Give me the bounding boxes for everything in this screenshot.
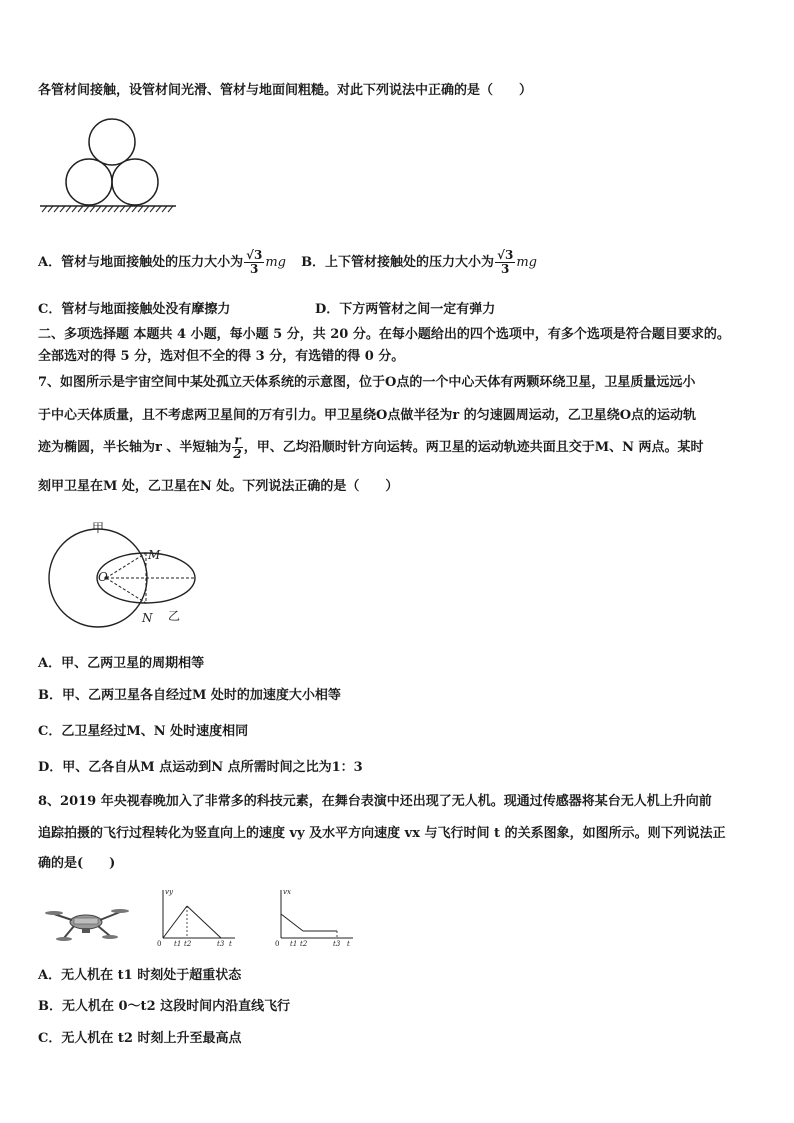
q6-option-c: C．管材与地面接触处没有摩擦力 [38, 302, 231, 317]
q7-line3-b: ，甲、乙均沿顺时针方向运转。两卫星的运动轨迹共面且交于M、N 两点。某时 [243, 440, 704, 455]
q6-option-a-text: A．管材与地面接触处的压力大小为 [38, 255, 244, 270]
orbit-figure [50, 518, 210, 638]
q7-line1: 7、如图所示是宇宙空间中某处孤立天体系统的示意图，位于O点的一个中心天体有两颗环绕卫星，卫星质量远远小 [38, 375, 696, 390]
graph1-rise [163, 906, 187, 938]
q6-option-b-mg: mg [516, 255, 537, 270]
graph1-tick-t3: t3 [217, 940, 225, 948]
label-m: M [148, 548, 161, 562]
frac-denominator: 2 [233, 447, 242, 461]
q6-options-ab [38, 248, 537, 278]
q7-option-d: D．甲、乙各自从M 点运动到N 点所需时间之比为1：3 [38, 760, 363, 775]
on-dashed-line [106, 578, 146, 603]
q7-line3 [38, 433, 704, 463]
q6-option-b-text: B．上下管材接触处的压力大小为 [301, 255, 495, 270]
frac-denominator: 3 [250, 262, 259, 276]
q6-option-b-fraction [495, 249, 515, 276]
q7-option-c: C．乙卫星经过M、N 处时速度相同 [38, 724, 249, 739]
graph2-decline [281, 914, 303, 931]
graph2-tick-0: 0 [275, 940, 280, 948]
label-o: O [98, 570, 108, 584]
graph1-tick-t: t [229, 940, 232, 948]
graph2-tick-t: t [347, 940, 350, 948]
q8-line1: 8、2019 年央视春晚加入了非常多的科技元素，在舞台表演中还出现了无人机。现通过传感器将某台无人机上升向前 [38, 794, 712, 809]
om-dashed-line [106, 553, 146, 578]
q6-option-a-fraction [244, 249, 264, 276]
q7-fraction [232, 434, 242, 461]
pipe-bottom-left [66, 159, 112, 205]
pipe-top [89, 119, 135, 165]
graph1-tick-t2: t2 [184, 940, 192, 948]
q6-option-d: D．下方两管材之间一定有弹力 [315, 302, 496, 317]
q6-stem: 各管材间接触，设管材间光滑、管材与地面间粗糙。对此下列说法中正确的是（ ） [38, 83, 533, 98]
q7-line3-a: 迹为椭圆，半长轴为r 、半短轴为 [38, 440, 232, 455]
frac-numerator: √3 [497, 248, 514, 262]
graph1-tick-0: 0 [157, 940, 162, 948]
label-jia: 甲 [92, 521, 105, 535]
frac-numerator: r [234, 433, 241, 447]
vy-time-graph [155, 886, 240, 950]
q8-line3: 确的是( ) [38, 856, 116, 871]
q6-option-a-mg: mg [265, 255, 286, 270]
section2-line1: 二、多项选择题 本题共 4 小题，每小题 5 分，共 20 分。在每小题给出的四个选项中，有多个选项是符合题目要求的。 [38, 327, 730, 342]
q7-option-b: B．甲、乙两卫星各自经过M 处时的加速度大小相等 [38, 688, 341, 703]
graph2-tick-t1: t1 [290, 940, 298, 948]
pipe-bottom-right [112, 159, 158, 205]
q8-line2: 追踪拍摄的飞行过程转化为竖直向上的速度 vy 及水平方向速度 vx 与飞行时间 t 的关系图象，如图所示。则下列说法正 [38, 826, 726, 841]
frac-denominator: 3 [501, 262, 510, 276]
pipes-figure [38, 118, 178, 218]
graph1-fall [187, 906, 221, 938]
graph2-tick-t2: t2 [300, 940, 308, 948]
label-n: N [142, 611, 153, 625]
label-yi: 乙 [168, 609, 181, 623]
graph1-ylabel: vy [165, 888, 173, 896]
section2-line2: 全部选对的得 5 分，选对但不全的得 3 分，有选错的得 0 分。 [38, 349, 405, 364]
q8-option-c: C．无人机在 t2 时刻上升至最高点 [38, 1031, 242, 1046]
ground-hatching [42, 206, 173, 212]
graph1-tick-t1: t1 [174, 940, 182, 948]
graph2-ylabel: vx [283, 888, 291, 896]
drone-image [44, 902, 128, 946]
graph2-tick-t3: t3 [333, 940, 341, 948]
q7-line4: 刻甲卫星在M 处，乙卫星在N 处。下列说法正确的是（ ） [38, 479, 399, 494]
frac-numerator: √3 [246, 248, 263, 262]
q8-option-a: A．无人机在 t1 时刻处于超重状态 [38, 968, 242, 983]
vx-time-graph [273, 886, 358, 950]
q7-option-a: A．甲、乙两卫星的周期相等 [38, 656, 205, 671]
q8-option-b: B．无人机在 0～t2 这段时间内沿直线飞行 [38, 999, 291, 1014]
q7-line2: 于中心天体质量，且不考虑两卫星间的万有引力。甲卫星绕O点做半径为r 的匀速圆周运动，乙卫星绕O点的运动轨 [38, 408, 697, 423]
